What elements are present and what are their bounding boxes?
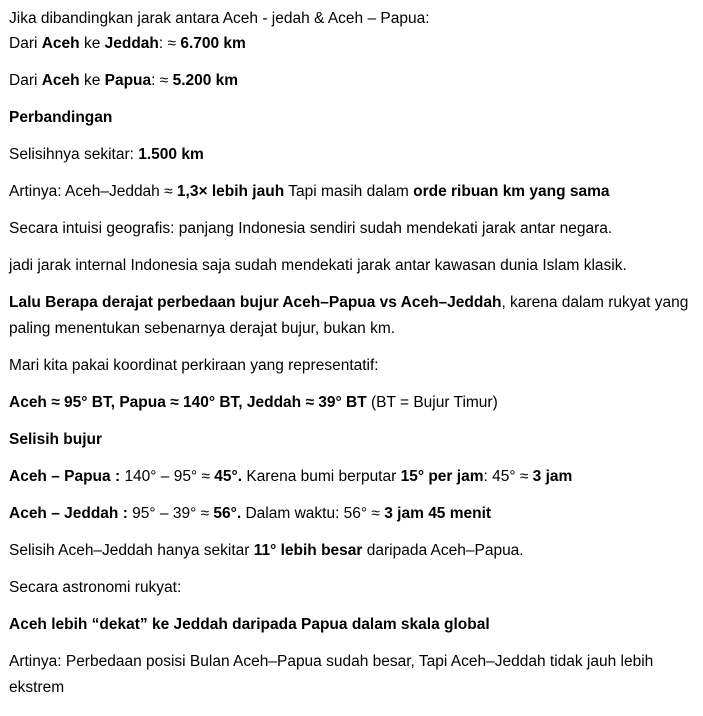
paragraph-koordinat-intro	[9, 353, 694, 378]
bold-text: Aceh – Papua :	[9, 468, 125, 485]
text-run: Secara intuisi geografis: panjang Indonesia sendiri sudah mendekati jarak antar negara.	[9, 220, 613, 237]
bold-text: Papua	[104, 72, 152, 89]
bold-text: 6.700 km	[180, 35, 246, 52]
text-run: Selisih Aceh–Jeddah hanya sekitar	[9, 542, 254, 559]
heading-selisih-bujur	[9, 427, 694, 452]
paragraph-jarak-internal	[9, 253, 694, 278]
bold-text: 1,3× lebih jauh	[176, 183, 285, 200]
paragraph-intuisi-geografis	[9, 216, 694, 241]
paragraph-koordinat-values	[9, 390, 694, 415]
bold-text: Aceh	[41, 35, 80, 52]
bold-text: Jeddah	[104, 35, 159, 52]
text-run: ke	[79, 35, 105, 52]
bold-text: 3 jam	[532, 468, 573, 485]
text-run: , karena dalam rukyat yang paling menentukan sebenarnya derajat bujur, bukan km.	[9, 294, 689, 337]
paragraph-derajat-bujur	[9, 290, 694, 341]
bold-text: Perbandingan	[9, 109, 113, 126]
text-run: Selisihnya sekitar:	[9, 146, 139, 163]
heading-perbandingan	[9, 105, 694, 130]
paragraph-aceh-jeddah-distance	[9, 31, 694, 56]
bold-text: Aceh	[41, 72, 80, 89]
text-run: Artinya: Perbedaan posisi Bulan Aceh–Papua sudah besar, Tapi Aceh–Jeddah tidak jauh lebih ekstrem	[9, 653, 654, 696]
paragraph-artinya-bulan	[9, 649, 694, 700]
bold-text: Aceh – Jeddah :	[9, 505, 128, 522]
paragraph-selisih-11	[9, 538, 694, 563]
text-run: : 45° ≈	[483, 468, 533, 485]
text-run: 140° – 95° ≈	[124, 468, 215, 485]
bold-text: 56°.	[213, 505, 242, 522]
text-run: jadi jarak internal Indonesia saja sudah mendekati jarak antar kawasan dunia Islam klasik.	[9, 257, 627, 274]
bold-text: 11° lebih besar	[253, 542, 363, 559]
bold-text: 45°.	[214, 468, 243, 485]
paragraph-selisih-km	[9, 142, 694, 167]
text-run: Mari kita pakai koordinat perkiraan yang representatif:	[9, 357, 379, 374]
bold-text: 1.500 km	[138, 146, 204, 163]
bold-text: Aceh ≈ 95° BT, Papua ≈ 140° BT, Jeddah ≈ 39° BT	[9, 394, 367, 411]
paragraph-aceh-papua-bujur	[9, 464, 694, 489]
text-run: daripada Aceh–Papua.	[362, 542, 524, 559]
text-run: Tapi masih dalam	[284, 183, 414, 200]
paragraph-aceh-lebih-dekat	[9, 612, 694, 637]
text-run: Secara astronomi rukyat:	[9, 579, 182, 596]
paragraph-aceh-jeddah-bujur	[9, 501, 694, 526]
paragraph-artinya-ratio	[9, 179, 694, 204]
text-run: : ≈	[158, 35, 181, 52]
bold-text: Selisih bujur	[9, 431, 103, 448]
text-run: Karena bumi berputar	[242, 468, 401, 485]
paragraph-aceh-papua-distance	[9, 68, 694, 93]
text-run: Dari	[9, 72, 42, 89]
text-run: 95° – 39° ≈	[127, 505, 214, 522]
paragraph-intro	[9, 6, 694, 31]
bold-text: 15° per jam	[400, 468, 484, 485]
bold-text: Aceh lebih “dekat” ke Jeddah daripada Papua dalam skala global	[9, 616, 490, 633]
text-run: (BT = Bujur Timur)	[366, 394, 498, 411]
text-run: : ≈	[151, 72, 173, 89]
bold-text: Lalu Berapa derajat perbedaan bujur Aceh–Papua vs Aceh–Jeddah	[9, 294, 502, 311]
text-run: Dalam waktu: 56° ≈	[241, 505, 385, 522]
text-run: Jika dibandingkan jarak antara Aceh - jedah & Aceh – Papua:	[9, 10, 430, 27]
bold-text: 3 jam 45 menit	[384, 505, 492, 522]
text-run: Artinya: Aceh–Jeddah ≈	[9, 183, 177, 200]
bold-text: 5.200 km	[172, 72, 239, 89]
text-run: Dari	[9, 35, 42, 52]
paragraph-astronomi-rukyat	[9, 575, 694, 600]
bold-text: orde ribuan km yang sama	[413, 183, 610, 200]
text-run: ke	[79, 72, 105, 89]
